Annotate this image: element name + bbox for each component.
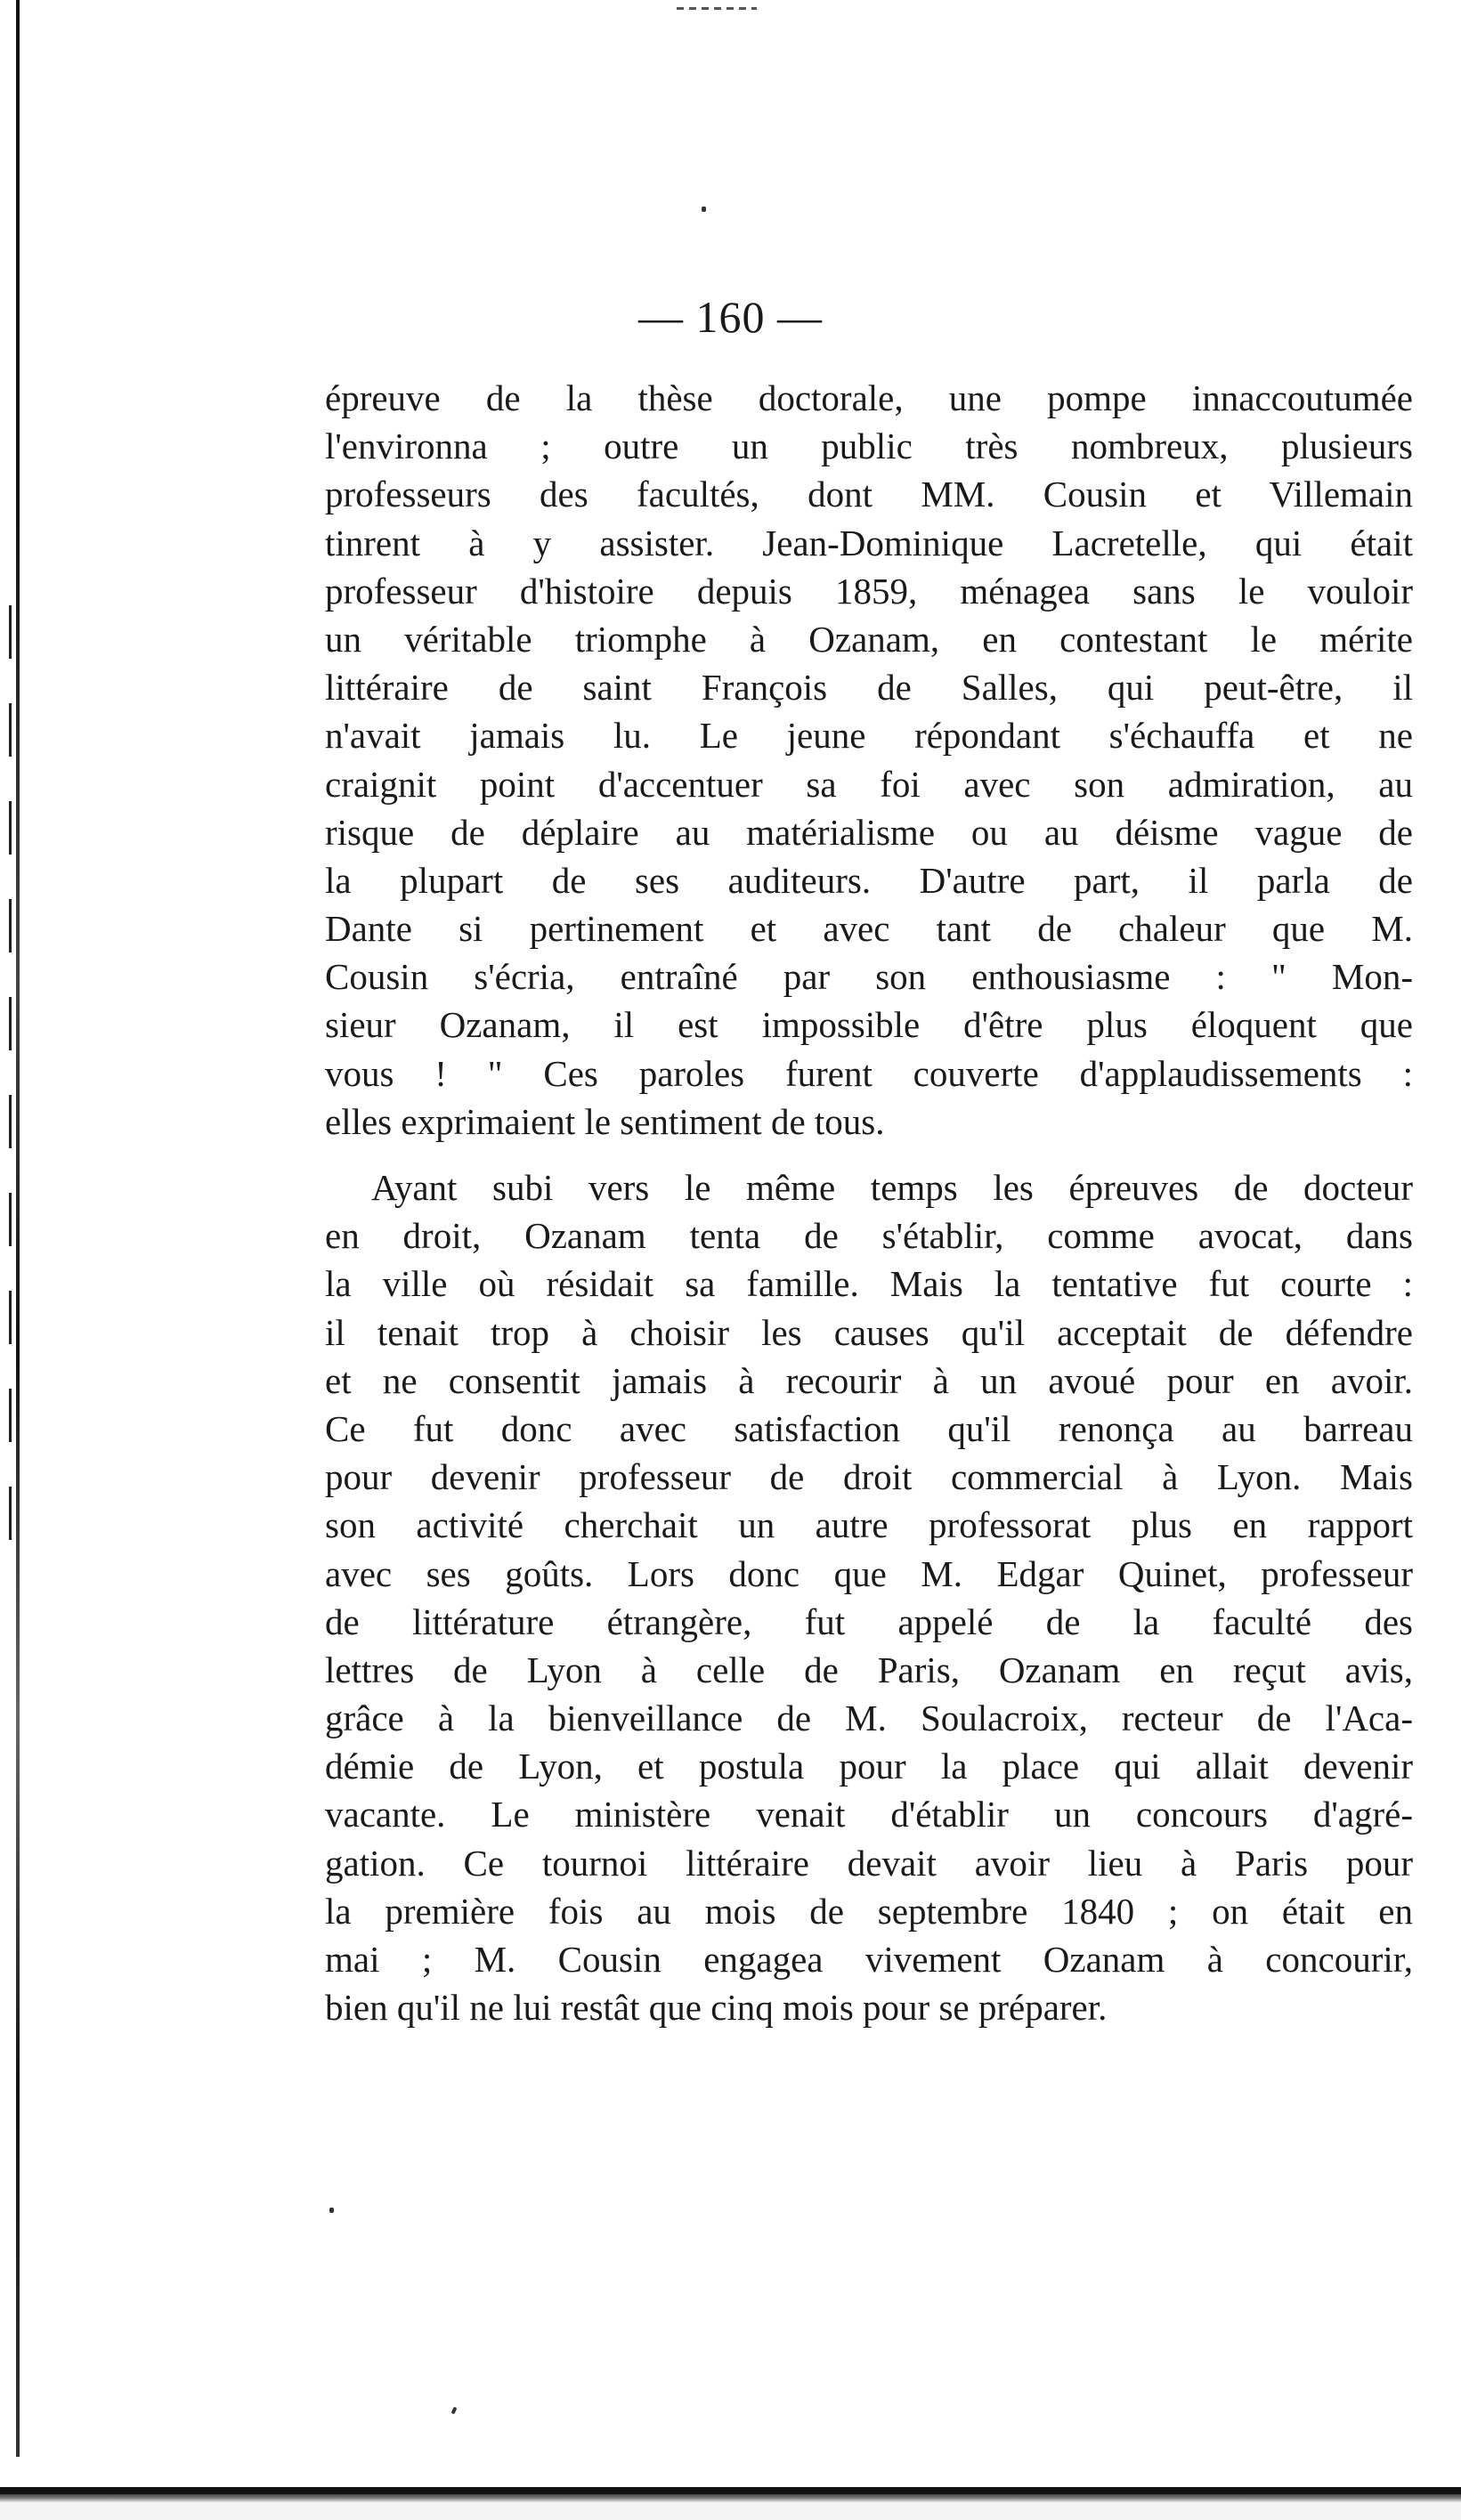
text-line: sieur Ozanam, il est impossible d'être plus éloquent que <box>325 1004 1413 1046</box>
scan-speck <box>329 2208 334 2213</box>
paragraph-2 <box>325 1163 1413 2031</box>
text-line: Cousin s'écria, entraîné par son enthousiasme : " Mon- <box>325 956 1413 998</box>
text-line: gation. Ce tournoi littéraire devait avoir lieu à Paris pour <box>325 1842 1413 1884</box>
text-line: la ville où résidait sa famille. Mais la tentative fut courte : <box>325 1263 1413 1305</box>
text-line: Ayant subi vers le même temps les épreuves de docteur <box>371 1167 1413 1208</box>
text-line: professeur d'histoire depuis 1859, ménagea sans le vouloir <box>325 570 1413 612</box>
text-line: Dante si pertinement et avec tant de chaleur que M. <box>325 908 1413 950</box>
text-line: la plupart de ses auditeurs. D'autre part, il parla de <box>325 859 1413 901</box>
scan-speck <box>450 2407 457 2415</box>
scan-left-border-marks <box>9 605 12 1584</box>
text-line: lettres de Lyon à celle de Paris, Ozanam en reçut avis, <box>325 1649 1413 1690</box>
text-line: épreuve de la thèse doctorale, une pompe innaccoutumée <box>325 377 1413 418</box>
page-number: — 160 — <box>638 292 823 342</box>
text-line: et ne consentit jamais à recourir à un avoué pour en avoir. <box>325 1359 1413 1401</box>
text-line: en droit, Ozanam tenta de s'établir, comme avocat, dans <box>325 1215 1413 1257</box>
text-line: n'avait jamais lu. Le jeune répondant s'échauffa et ne <box>325 715 1413 757</box>
text-line: l'environna ; outre un public très nombreux, plusieurs <box>325 425 1413 467</box>
text-line: Ce fut donc avec satisfaction qu'il renonça au barreau <box>325 1407 1413 1449</box>
scan-speck <box>702 207 706 212</box>
text-line: tinrent à y assister. Jean-Dominique Lacretelle, qui était <box>325 522 1413 563</box>
scan-top-mark <box>677 7 757 10</box>
text-line: elles exprimaient le sentiment de tous. <box>325 1100 885 1142</box>
text-line: bien qu'il ne lui restât que cinq mois pour se préparer. <box>325 1987 1108 2029</box>
text-line: professeurs des facultés, dont MM. Cousin et Villemain <box>325 474 1413 515</box>
scan-bottom-edge <box>0 2503 1461 2520</box>
scan-left-border <box>16 0 20 2457</box>
text-line: pour devenir professeur de droit commercial à Lyon. Mais <box>325 1456 1413 1498</box>
text-line: démie de Lyon, et postula pour la place qui allait devenir <box>325 1746 1413 1787</box>
text-line: son activité cherchait un autre professorat plus en rapport <box>325 1504 1413 1546</box>
text-line: vacante. Le ministère venait d'établir un concours d'agré- <box>325 1794 1413 1835</box>
paragraph-gap <box>325 1146 1413 1163</box>
text-line: avec ses goûts. Lors donc que M. Edgar Quinet, professeur <box>325 1552 1413 1594</box>
text-line: mai ; M. Cousin engagea vivement Ozanam à concourir, <box>325 1939 1413 1980</box>
text-line: il tenait trop à choisir les causes qu'il acceptait de défendre <box>325 1311 1413 1353</box>
text-line: risque de déplaire au matérialisme ou au déisme vague de <box>325 811 1413 853</box>
text-line: la première fois au mois de septembre 1840 ; on était en <box>325 1890 1413 1932</box>
body-text <box>325 374 1413 2031</box>
text-line: vous ! " Ces paroles furent couverte d'applaudissements : <box>325 1052 1413 1094</box>
text-line: grâce à la bienveillance de M. Soulacroix, recteur de l'Aca- <box>325 1698 1413 1739</box>
text-line: un véritable triomphe à Ozanam, en contestant le mérite <box>325 618 1413 660</box>
text-line: de littérature étrangère, fut appelé de la faculté des <box>325 1600 1413 1642</box>
scan-bottom-border <box>0 2482 1461 2503</box>
text-line: craignit point d'accentuer sa foi avec son admiration, au <box>325 763 1413 805</box>
paragraph-1 <box>325 374 1413 1146</box>
text-line: littéraire de saint François de Salles, qui peut-être, il <box>325 667 1413 709</box>
